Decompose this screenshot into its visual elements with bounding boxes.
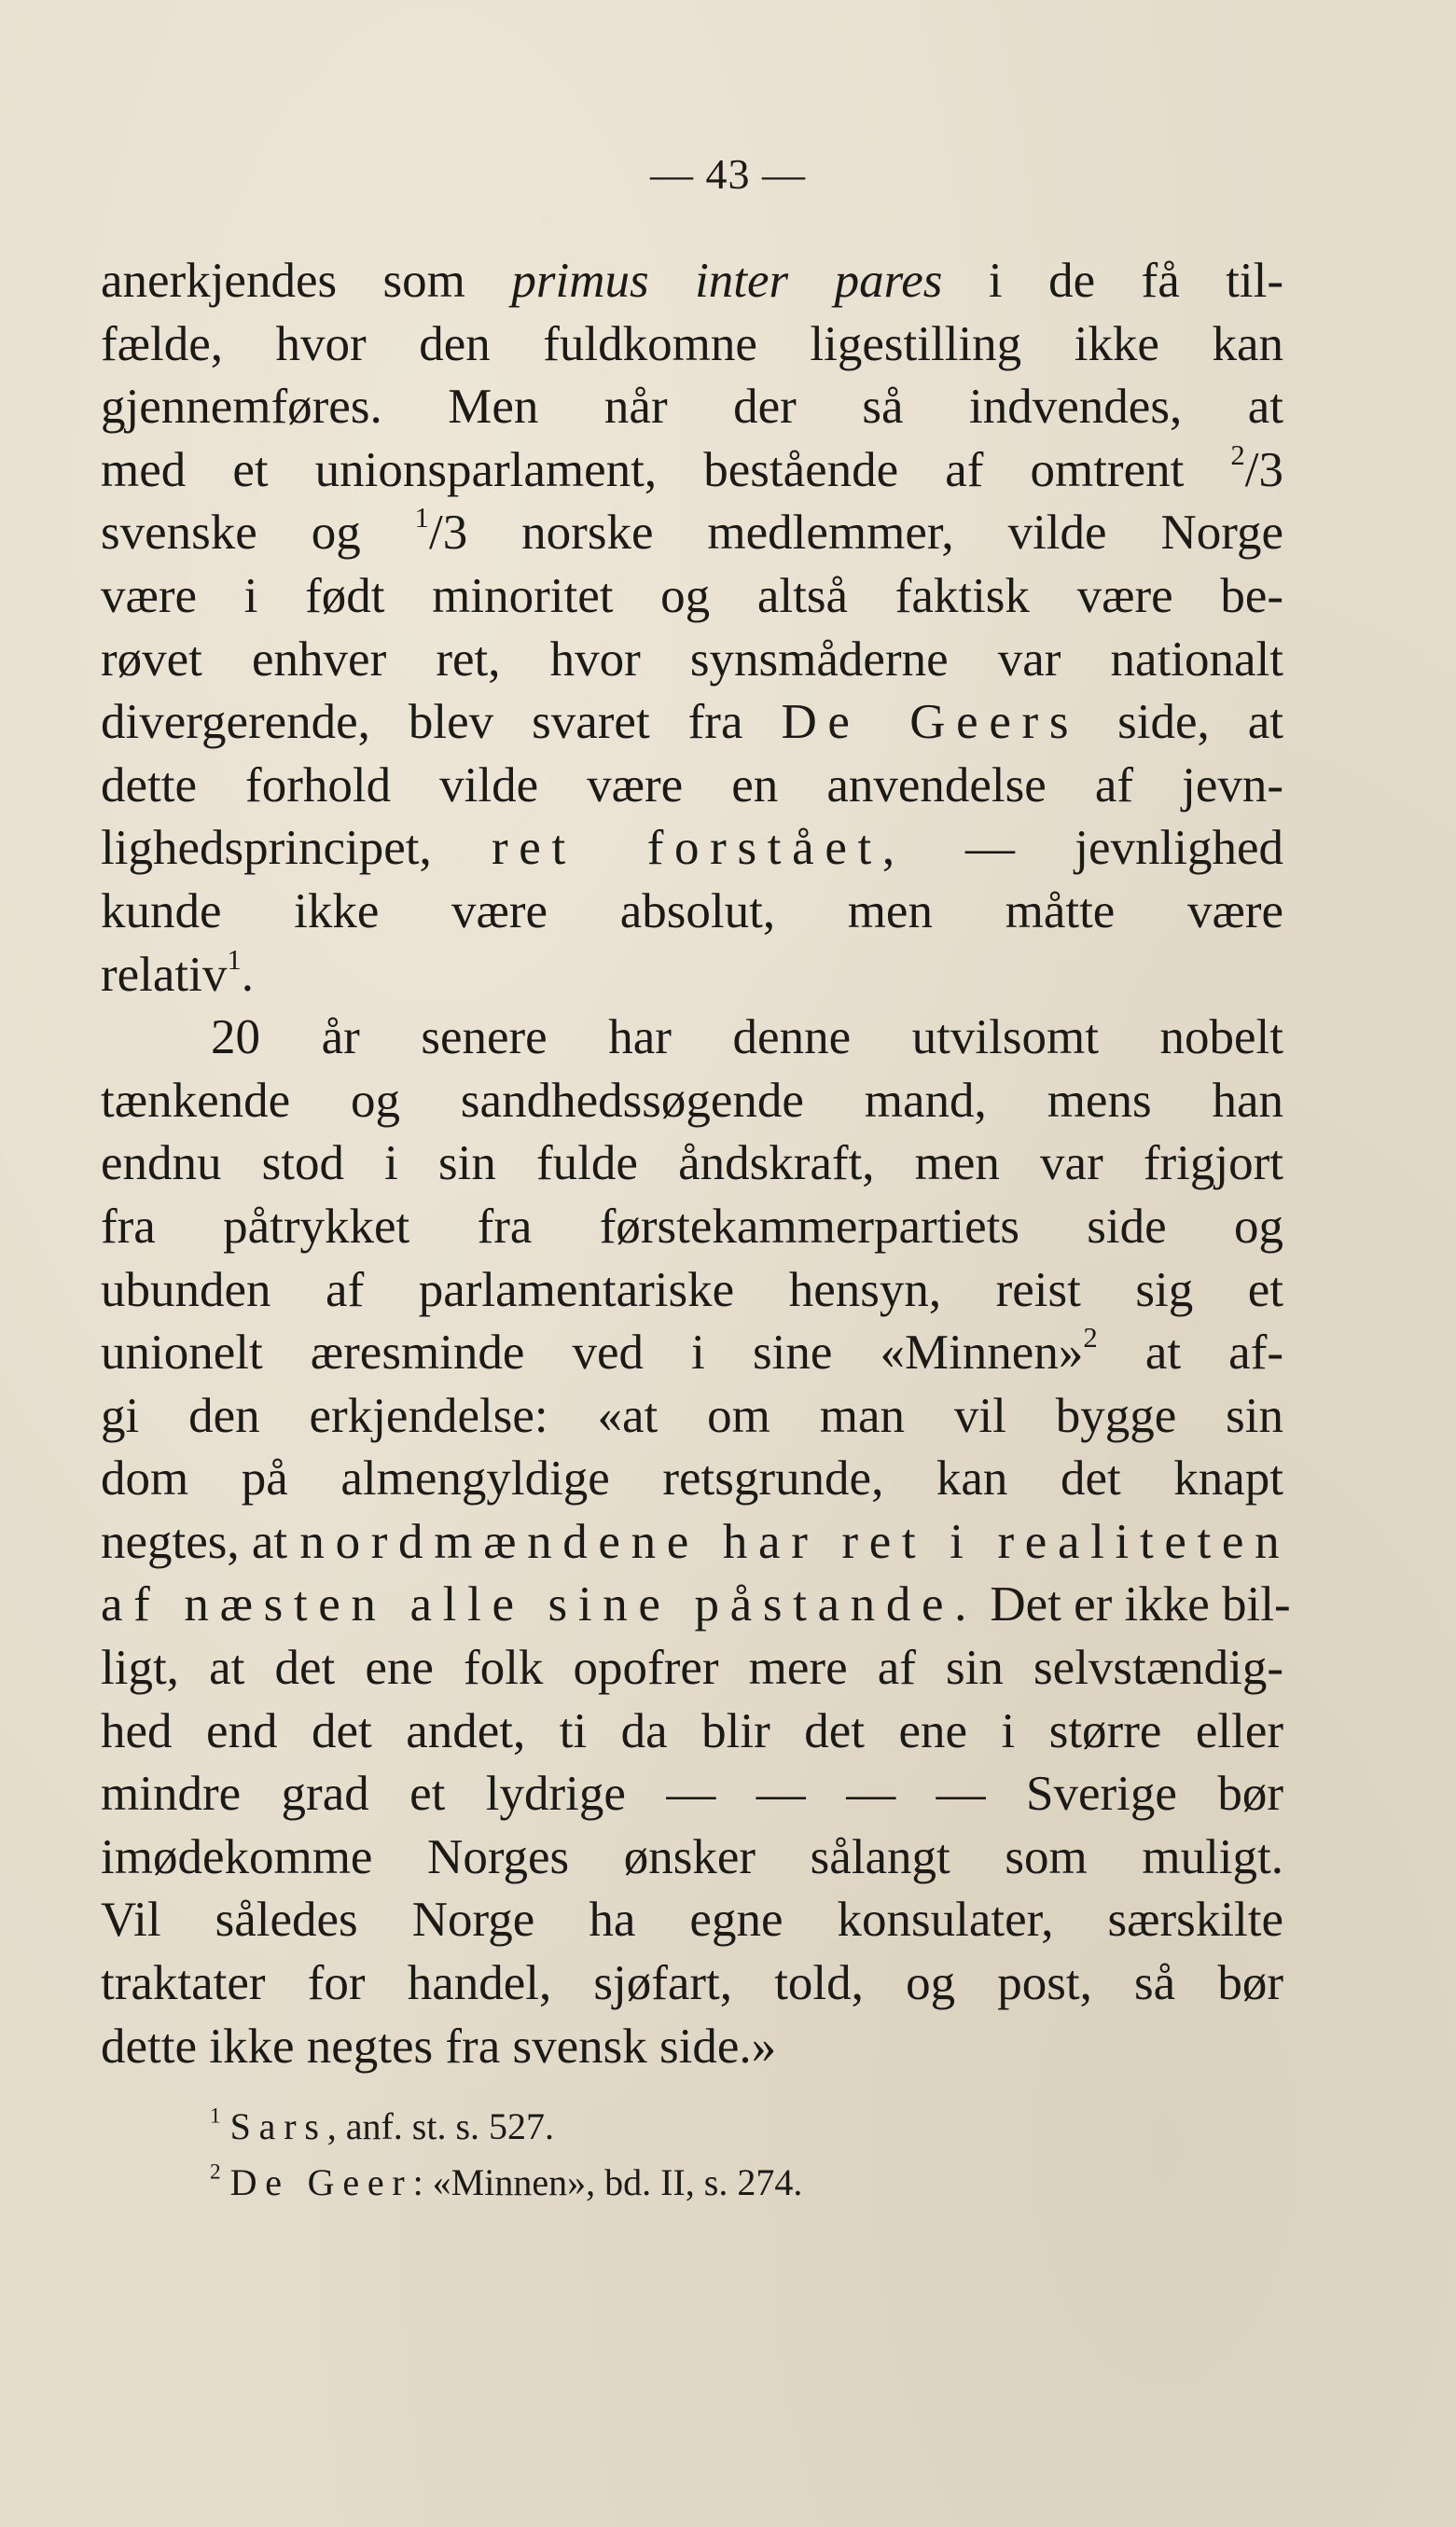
text-line [101, 755, 1283, 818]
spaced-emphasis: af næsten alle sine påstande. [101, 1577, 978, 1632]
italic-phrase: primus inter pares [511, 254, 943, 308]
line-text: ubunden af parlamentariske hensyn, reist sig et [101, 1262, 1283, 1317]
text-line [101, 1070, 1283, 1133]
line-text: endnu stod i sin fulde åndskraft, men var frigjort [101, 1136, 1283, 1191]
spaced-emphasis: ret forstået, [491, 821, 906, 876]
text-line [101, 1889, 1283, 1952]
superscript: 1 [227, 943, 242, 976]
line-text: gjennemføres. Men når der så indvendes, at [101, 380, 1283, 435]
line-text: kunde ikke være absolut, men måtte være [101, 883, 1283, 938]
text-line [101, 1826, 1283, 1890]
line-text: /3 [1244, 442, 1283, 497]
superscript: 2 [1230, 438, 1245, 471]
text-line [101, 881, 1283, 944]
footnote [210, 2155, 802, 2211]
line-text: ligt, at det ene folk opofrer mere af sin selvstændig- [101, 1641, 1283, 1696]
line-text: /3 norske medlemmer, vilde Norge [429, 506, 1283, 561]
line-text: imødekomme Norges ønsker sålangt som muligt. [101, 1829, 1283, 1884]
line-text: dette forhold vilde være en anvendelse af jevn- [101, 757, 1283, 812]
text-line [101, 629, 1283, 692]
text-line [101, 1701, 1283, 1764]
line-text: fra påtrykket fra førstekammerpartiets side og [101, 1199, 1283, 1254]
text-line [101, 1007, 1283, 1070]
text-line [101, 565, 1283, 629]
line-text: at af- [1097, 1326, 1283, 1381]
text-line [101, 1132, 1283, 1196]
line-text: dom på almengyldige retsgrunde, kan det knapt [101, 1451, 1283, 1506]
footnote [210, 2099, 802, 2155]
line-text: traktater for handel, sjøfart, told, og post, så bør [101, 1956, 1283, 2011]
line-text: røvet enhver ret, hvor synsmåderne var nationalt [101, 632, 1283, 687]
line-text: divergerende, blev svaret fra [101, 695, 782, 750]
text-line [101, 1952, 1283, 2016]
text-line [101, 313, 1283, 377]
footnote-reference: , anf. st. s. 527. [326, 2105, 555, 2147]
footnote-mark: 1 [210, 2104, 221, 2129]
line-text: unionelt æresminde ved i sine «Minnen» [101, 1326, 1084, 1381]
line-text: mindre grad et lydrige — — — — Sverige bør [101, 1767, 1283, 1822]
footnote-author: Sars [229, 2105, 327, 2147]
text-line [101, 502, 1283, 565]
text-line [101, 439, 1283, 503]
line-text: hed end det andet, ti da blir det ene i større eller [101, 1703, 1283, 1758]
line-text: anerkjendes som [101, 254, 512, 308]
line-text: Det er ikke bil- [978, 1577, 1291, 1632]
text-line [101, 376, 1283, 439]
text-line [101, 1385, 1283, 1449]
superscript: 1 [414, 502, 430, 535]
body-text [101, 250, 1291, 2078]
text-line [101, 1637, 1283, 1701]
line-text: tænkende og sandhedssøgende mand, mens han [101, 1073, 1283, 1128]
footnote-mark: 2 [210, 2159, 221, 2185]
footnote-reference: : «Minnen», bd. II, s. 274. [412, 2161, 803, 2203]
line-text: 20 år senere har denne utvilsomt nobelt [211, 1010, 1283, 1065]
footnote-author: De Geer [229, 2161, 413, 2203]
text-line [101, 1448, 1283, 1511]
superscript: 2 [1083, 1322, 1098, 1354]
line-text: . [241, 947, 254, 1002]
text-line [101, 691, 1283, 755]
text-line [101, 1511, 1291, 1575]
text-line [101, 944, 1283, 1007]
line-text: med et unionsparlament, bestående af omtrent [101, 442, 1231, 497]
line-text: side, at [1079, 695, 1283, 750]
line-text: fælde, hvor den fuldkomne ligestilling ikke kan [101, 316, 1283, 371]
line-text: Vil således Norge ha egne konsulater, særskilte [101, 1893, 1283, 1948]
text-line [101, 250, 1283, 313]
text-line [101, 1574, 1291, 1637]
line-text: gi den erkjendelse: «at om man vil bygge sin [101, 1388, 1283, 1443]
text-line [101, 817, 1283, 881]
text-line [101, 2016, 1283, 2079]
line-text: svenske og [101, 506, 415, 561]
text-line [101, 1322, 1283, 1385]
line-text: i de få til- [942, 254, 1283, 308]
text-line [101, 1196, 1283, 1259]
spaced-emphasis: De Geers [781, 695, 1080, 750]
footnotes [210, 2099, 802, 2211]
text-line [101, 1259, 1283, 1323]
line-text: negtes, at [101, 1514, 300, 1569]
line-text: lighedsprincipet, [101, 821, 492, 876]
text-line [101, 1763, 1283, 1826]
line-text: være i født minoritet og altså faktisk være be- [101, 568, 1283, 623]
page-number: — 43 — [650, 150, 806, 198]
spaced-emphasis: nordmændene har ret i realiteten [299, 1514, 1291, 1569]
line-text: dette ikke negtes fra svensk side.» [101, 2019, 777, 2074]
line-text: relativ [101, 947, 228, 1002]
line-text: — jevnlighed [905, 821, 1283, 876]
